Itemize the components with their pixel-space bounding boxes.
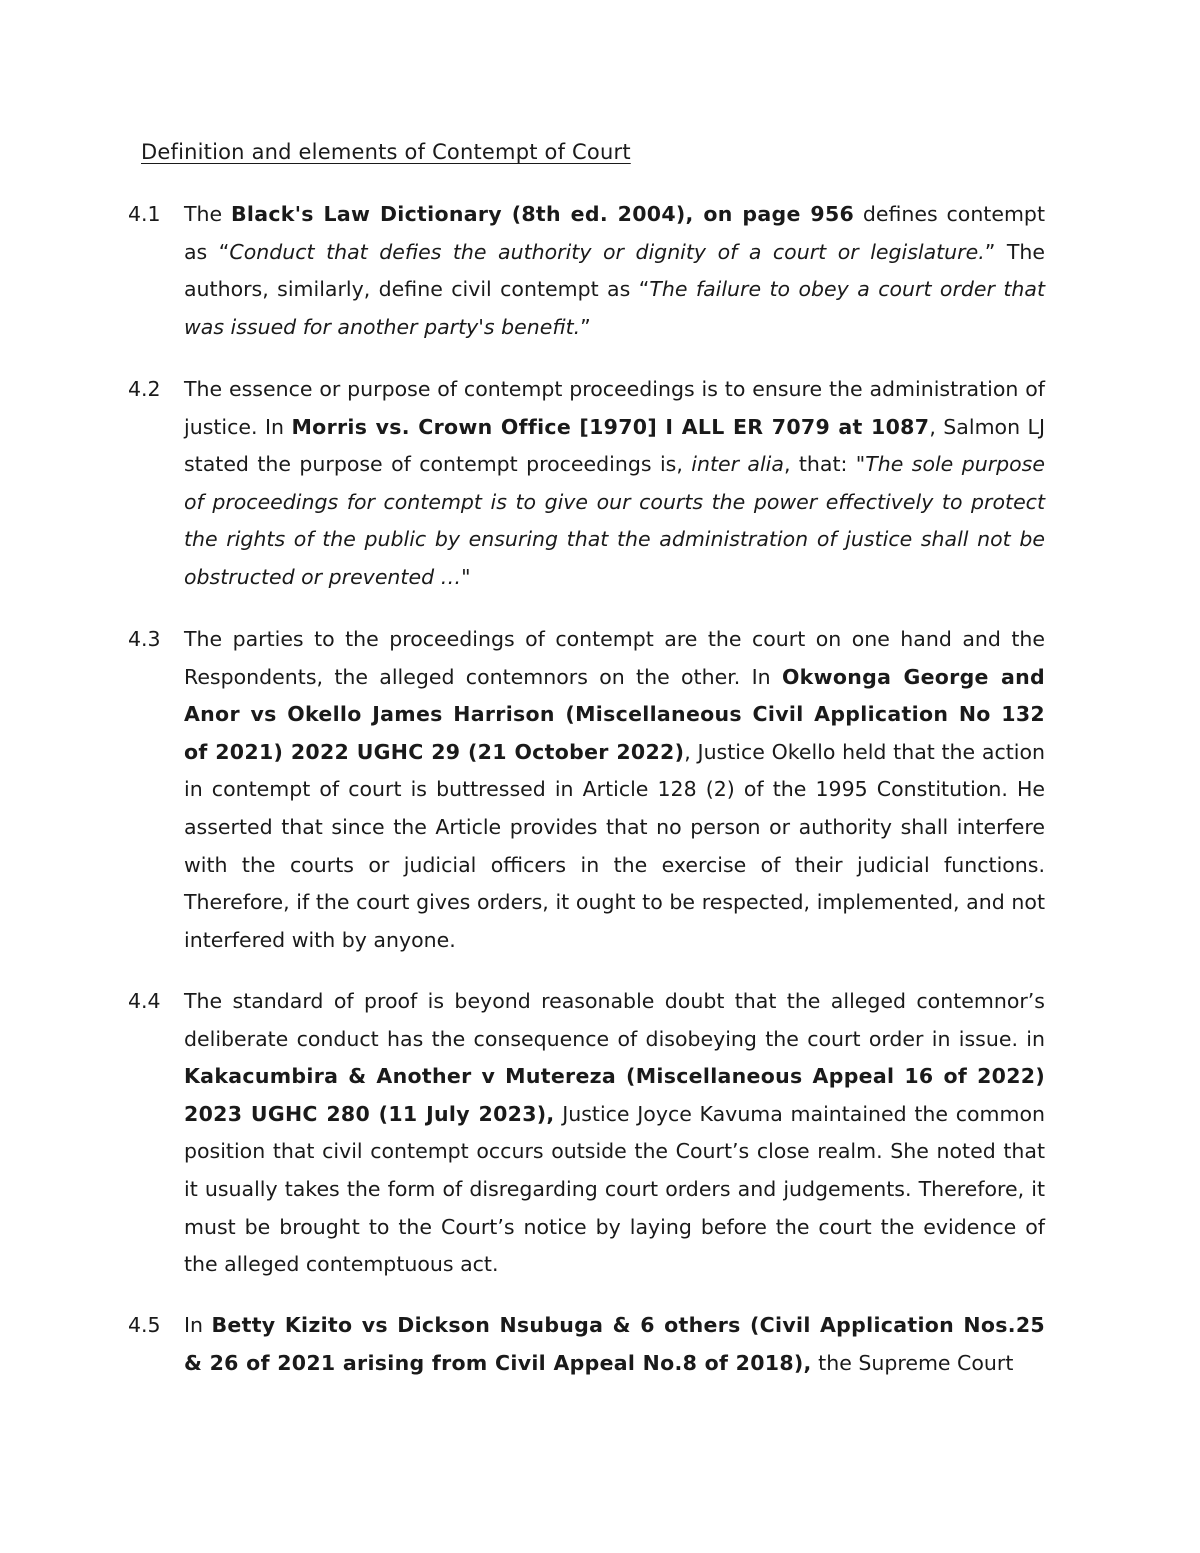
text-run: In bbox=[184, 1313, 212, 1337]
paragraph-number: 4.2 bbox=[128, 377, 161, 401]
paragraph-number: 4.1 bbox=[128, 202, 161, 226]
text-run: , Justice Okello held that the action in contempt of court is buttressed in Article 128 (2) of the 1995 Constitution. He asserted that since the Article provides that no person or authority shall interfere with the courts or judicial officers in the exercise of their judicial functions. Therefore, if the court gives orders, it ought to be respected, implemented, and not interfered with by anyone. bbox=[184, 739, 1045, 952]
bold-citation: Morris vs. Crown Office [1970] I ALL ER 7079 at 1087 bbox=[291, 414, 930, 439]
paragraph-text bbox=[184, 196, 1045, 346]
italic-quote: The failure to obey a court order that was issued for another party's benefit. bbox=[184, 277, 1045, 339]
italic-quote: inter alia bbox=[691, 452, 784, 477]
paragraph-number: 4.4 bbox=[128, 989, 161, 1013]
italic-quote: The sole purpose of proceedings for contempt is to give our courts the power effectively to protect the rights of the public by ensuring that the administration of justice shall not be obstructed or prevented … bbox=[184, 452, 1045, 589]
bold-citation: Betty Kizito vs Dickson Nsubuga & 6 others (Civil Application Nos.25 & 26 of 2021 arising from Civil Appeal No.8 of 2018), bbox=[184, 1313, 1045, 1375]
bold-citation: Okwonga George and Anor vs Okello James Harrison (Miscellaneous Civil Application No 132 of 2021) 2022 UGHC 29 (21 October 2022) bbox=[184, 664, 1045, 764]
paragraph-text bbox=[184, 1307, 1045, 1382]
text-run: The essence or purpose of contempt proceedings is to ensure the administration of justice. In bbox=[184, 377, 1045, 439]
paragraph-text bbox=[184, 371, 1045, 597]
text-run: , that: " bbox=[783, 452, 866, 477]
text-run: the Supreme Court bbox=[811, 1350, 1014, 1375]
text-run: The standard of proof is beyond reasonable doubt that the alleged contemnor’s deliberate conduct has the consequence of disobeying the court order in issue. in bbox=[184, 989, 1045, 1051]
text-run: The bbox=[184, 202, 231, 226]
italic-quote: Conduct that defies the authority or dignity of a court or legislature. bbox=[229, 239, 985, 264]
text-run: , Salmon LJ stated the purpose of contempt proceedings is, bbox=[184, 414, 1046, 477]
paragraph-number: 4.3 bbox=[128, 627, 161, 651]
bold-citation: Kakacumbira & Another v Mutereza (Miscellaneous Appeal 16 of 2022) 2023 UGHC 280 (11 July 2023), bbox=[184, 1064, 1045, 1126]
text-run: ” bbox=[580, 314, 591, 339]
bold-citation: Black's Law Dictionary (8th ed. 2004), on page 956 bbox=[230, 202, 855, 226]
paragraph-text bbox=[184, 621, 1045, 959]
section-heading: Definition and elements of Contempt of Court bbox=[141, 140, 631, 164]
text-run: ” The authors, similarly, define civil contempt as “ bbox=[184, 239, 1045, 302]
text-run: Justice Joyce Kavuma maintained the common position that civil contempt occurs outside the Court’s close realm. She noted that it usually takes the form of disregarding court orders and judgements. Therefore, it must be brought to the Court’s notice by laying before the court the evidence of the alleged contemptuous act. bbox=[184, 1101, 1045, 1277]
text-run: defines contempt as “ bbox=[184, 202, 1045, 264]
paragraph-text bbox=[184, 983, 1045, 1284]
text-run: The parties to the proceedings of contempt are the court on one hand and the Respondents, the alleged contemnors on the other. In bbox=[184, 627, 1045, 689]
text-run: " bbox=[461, 564, 471, 589]
paragraph-number: 4.5 bbox=[128, 1313, 161, 1337]
